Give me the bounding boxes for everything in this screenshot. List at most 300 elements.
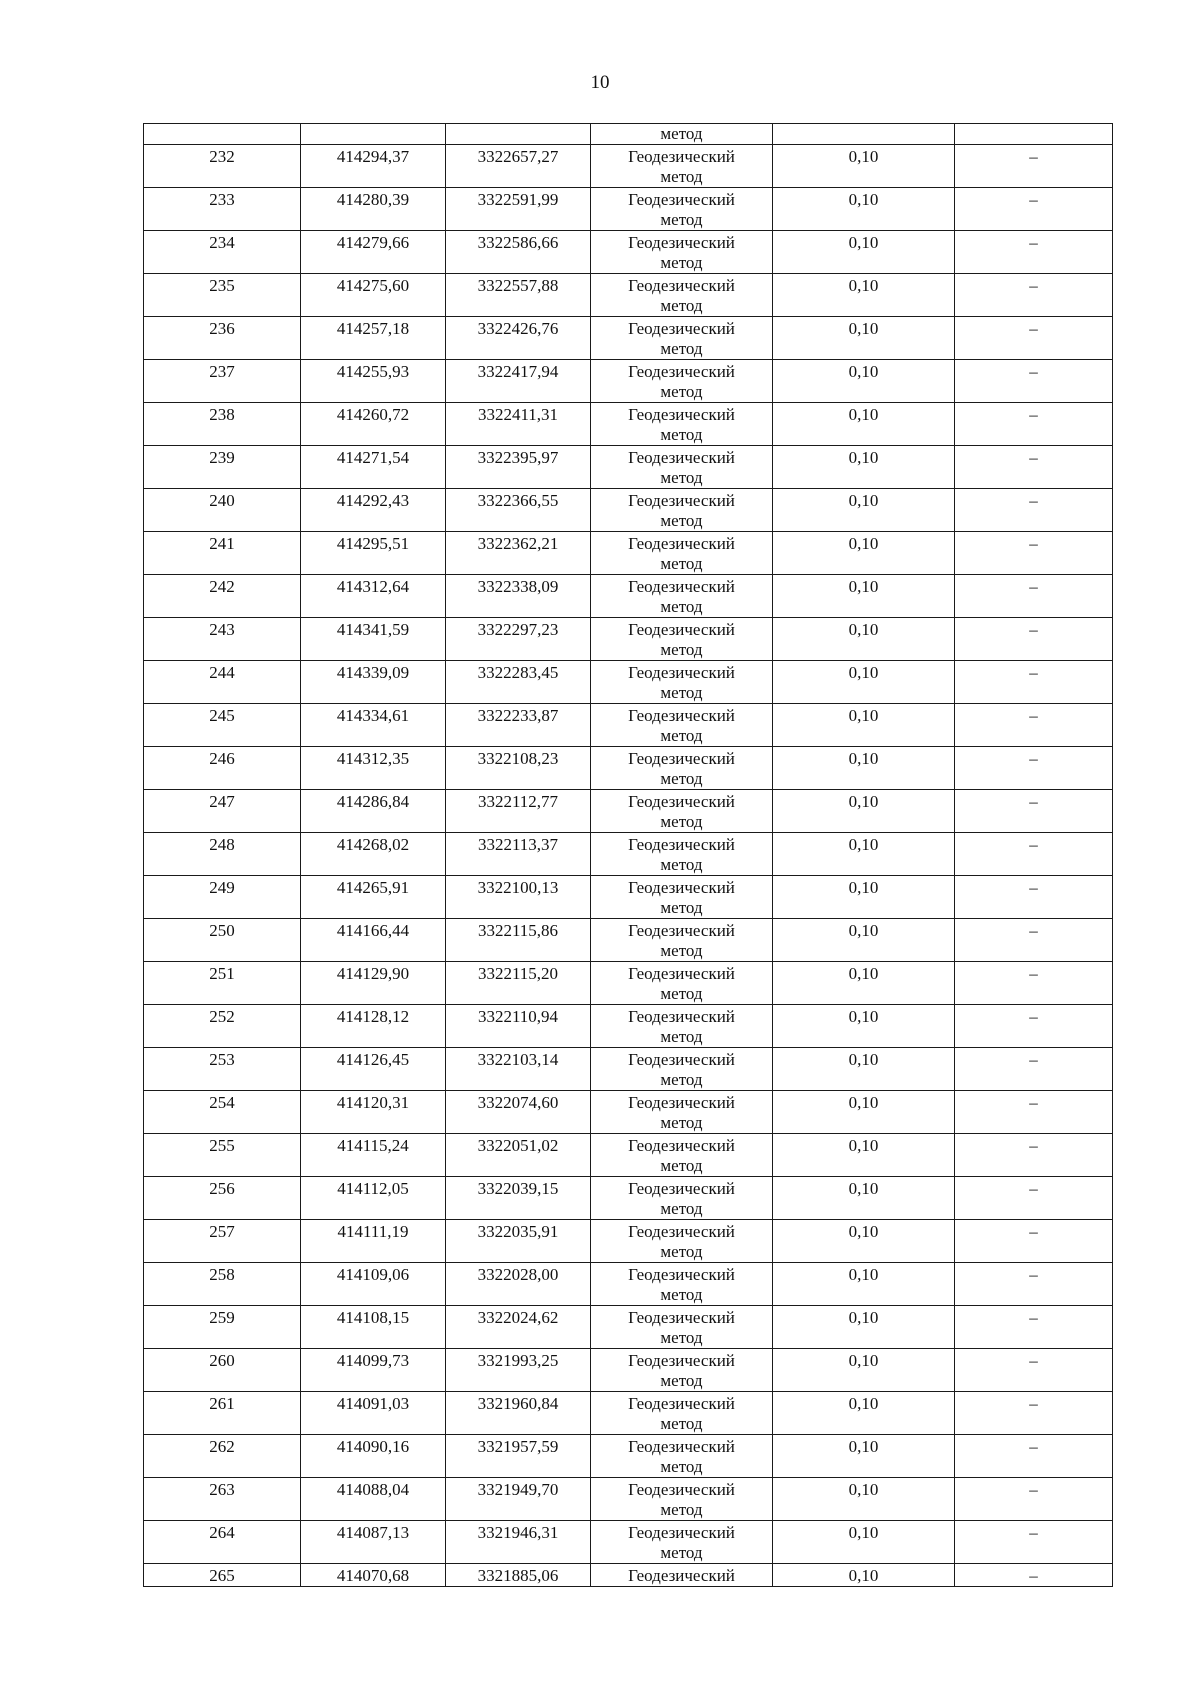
cell-x: [301, 532, 446, 575]
cell-accuracy-value: 0,10: [848, 1566, 879, 1585]
cell-y-value: 3321993,25: [477, 1351, 559, 1370]
cell-x-value: 414271,54: [336, 448, 410, 467]
cell-accuracy: [773, 1134, 955, 1177]
carryover-row: [144, 124, 1113, 145]
table-row: [144, 661, 1113, 704]
cell-point: [144, 489, 301, 532]
cell-x: [301, 1134, 446, 1177]
cell-y: [446, 145, 591, 188]
cell-method: [591, 124, 773, 145]
method-line-2: метод: [660, 726, 703, 745]
cell-y-value: 3322338,09: [477, 577, 559, 596]
cell-y: [446, 919, 591, 962]
cell-point: [144, 145, 301, 188]
method-line-1: Геодезический: [628, 1308, 735, 1327]
cell-note: [955, 274, 1113, 317]
cell-x: [301, 1177, 446, 1220]
cell-x: [301, 1005, 446, 1048]
method-line-1: Геодезический: [628, 1222, 735, 1241]
cell-accuracy-value: 0,10: [848, 448, 879, 467]
cell-x-value: 414275,60: [336, 276, 410, 295]
cell-accuracy: [773, 317, 955, 360]
note-value: –: [1029, 749, 1038, 768]
note-value: –: [1029, 1480, 1038, 1499]
cell-point: [144, 575, 301, 618]
cell-point: [144, 1048, 301, 1091]
method-line-1: Геодезический: [628, 1265, 735, 1284]
cell-method: [591, 1134, 773, 1177]
cell-point: [144, 747, 301, 790]
method-line-2: метод: [660, 1113, 703, 1132]
cell-x: [301, 790, 446, 833]
cell-accuracy-value: 0,10: [848, 362, 879, 381]
cell-point-value: 258: [209, 1265, 235, 1284]
cell-accuracy: [773, 1435, 955, 1478]
cell-accuracy: [773, 1005, 955, 1048]
cell-note: [955, 360, 1113, 403]
cell-accuracy: [773, 1392, 955, 1435]
method-line-2: метод: [660, 1156, 703, 1175]
method-line-2: метод: [660, 1500, 703, 1519]
cell-method: [591, 1349, 773, 1392]
note-value: –: [1029, 1566, 1038, 1585]
note-value: –: [1029, 276, 1038, 295]
cell-y-value: 3322417,94: [477, 362, 559, 381]
method-line-2: метод: [660, 1457, 703, 1476]
cell-y: [446, 1349, 591, 1392]
method-line-2: метод: [660, 1285, 703, 1304]
cell-y: [446, 1048, 591, 1091]
method-line-1: Геодезический: [628, 1050, 735, 1069]
cell-x: [301, 145, 446, 188]
table-row: [144, 489, 1113, 532]
cell-accuracy-value: 0,10: [848, 319, 879, 338]
cell-x: [301, 231, 446, 274]
cell-x-value: 414334,61: [336, 706, 410, 725]
cell-y: [446, 446, 591, 489]
table-row: [144, 1349, 1113, 1392]
cell-point: [144, 317, 301, 360]
cell-point-value: 249: [209, 878, 235, 897]
cell-method: [591, 403, 773, 446]
cell-note: [955, 145, 1113, 188]
cell-y: [446, 188, 591, 231]
cell-x: [301, 274, 446, 317]
cell-point: [144, 1220, 301, 1263]
method-line-1: Геодезический: [628, 534, 735, 553]
cell-method: [591, 704, 773, 747]
cell-accuracy-value: 0,10: [848, 577, 879, 596]
cell-accuracy-value: 0,10: [848, 835, 879, 854]
cell-note: [955, 1306, 1113, 1349]
cell-accuracy-value: 0,10: [848, 1136, 879, 1155]
cell-accuracy: [773, 661, 955, 704]
method-line-2: метод: [660, 769, 703, 788]
cell-y-value: 3322103,14: [477, 1050, 559, 1069]
method-line-1: Геодезический: [628, 1394, 735, 1413]
cell-x-value: 414294,37: [336, 147, 410, 166]
cell-x: [301, 833, 446, 876]
cell-y-value: 3322557,88: [477, 276, 559, 295]
cell-method: [591, 1005, 773, 1048]
cell-accuracy-value: 0,10: [848, 663, 879, 682]
cell-y-value: 3322297,23: [477, 620, 559, 639]
method-line-2: метод: [660, 124, 703, 143]
cell-y: [446, 124, 591, 145]
cell-y: [446, 1091, 591, 1134]
cell-y: [446, 1435, 591, 1478]
cell-y: [446, 575, 591, 618]
cell-x-value: 414286,84: [336, 792, 410, 811]
table-row: [144, 1564, 1113, 1587]
cell-accuracy: [773, 231, 955, 274]
cell-y-value: 3322115,20: [477, 964, 559, 983]
note-value: –: [1029, 405, 1038, 424]
method-line-2: метод: [660, 812, 703, 831]
table-row: [144, 747, 1113, 790]
cell-accuracy: [773, 446, 955, 489]
table-row: [144, 618, 1113, 661]
cell-point-value: 248: [209, 835, 235, 854]
cell-note: [955, 1435, 1113, 1478]
method-line-1: Геодезический: [628, 405, 735, 424]
cell-x-value: 414088,04: [336, 1480, 410, 1499]
method-line-2: метод: [660, 941, 703, 960]
method-line-2: метод: [660, 296, 703, 315]
cell-x: [301, 403, 446, 446]
note-value: –: [1029, 448, 1038, 467]
method-line-1: Геодезический: [628, 1007, 735, 1026]
cell-method: [591, 1220, 773, 1263]
cell-point-value: 241: [209, 534, 235, 553]
cell-y-value: 3322100,13: [477, 878, 559, 897]
cell-accuracy-value: 0,10: [848, 190, 879, 209]
cell-point-value: 242: [209, 577, 235, 596]
table-row: [144, 403, 1113, 446]
cell-method: [591, 1048, 773, 1091]
cell-note: [955, 231, 1113, 274]
cell-y-value: 3322591,99: [477, 190, 559, 209]
cell-x-value: 414091,03: [336, 1394, 410, 1413]
cell-accuracy-value: 0,10: [848, 620, 879, 639]
method-line-1: Геодезический: [628, 749, 735, 768]
cell-accuracy: [773, 1220, 955, 1263]
cell-method: [591, 919, 773, 962]
cell-accuracy-value: 0,10: [848, 1523, 879, 1542]
cell-x: [301, 1478, 446, 1521]
cell-method: [591, 1564, 773, 1587]
cell-accuracy: [773, 790, 955, 833]
cell-x-value: 414070,68: [336, 1566, 410, 1585]
cell-x-value: 414341,59: [336, 620, 410, 639]
method-line-1: Геодезический: [628, 233, 735, 252]
cell-point-value: 253: [209, 1050, 235, 1069]
table-row: [144, 1048, 1113, 1091]
cell-point: [144, 403, 301, 446]
cell-point-value: 240: [209, 491, 235, 510]
cell-point: [144, 704, 301, 747]
cell-accuracy-value: 0,10: [848, 878, 879, 897]
coordinates-table: [143, 123, 1113, 1587]
cell-x-value: 414109,06: [336, 1265, 410, 1284]
cell-accuracy: [773, 1177, 955, 1220]
cell-point: [144, 188, 301, 231]
cell-note: [955, 661, 1113, 704]
cell-accuracy: [773, 274, 955, 317]
cell-point: [144, 833, 301, 876]
cell-point-value: 255: [209, 1136, 235, 1155]
note-value: –: [1029, 878, 1038, 897]
cell-x-value: 414166,44: [336, 921, 410, 940]
cell-point: [144, 1091, 301, 1134]
cell-point: [144, 1263, 301, 1306]
cell-y: [446, 1392, 591, 1435]
table-row: [144, 1392, 1113, 1435]
cell-note: [955, 1521, 1113, 1564]
cell-point-value: 250: [209, 921, 235, 940]
cell-y: [446, 231, 591, 274]
cell-y-value: 3322657,27: [477, 147, 559, 166]
cell-point-value: 254: [209, 1093, 235, 1112]
method-line-2: метод: [660, 339, 703, 358]
cell-y: [446, 1177, 591, 1220]
method-line-2: метод: [660, 210, 703, 229]
table-row: [144, 188, 1113, 231]
method-line-1: Геодезический: [628, 448, 735, 467]
cell-point: [144, 1134, 301, 1177]
cell-accuracy: [773, 618, 955, 661]
cell-point-value: 233: [209, 190, 235, 209]
cell-accuracy-value: 0,10: [848, 1093, 879, 1112]
method-line-1: Геодезический: [628, 491, 735, 510]
cell-point-value: 265: [209, 1566, 235, 1585]
cell-note: [955, 1091, 1113, 1134]
cell-note: [955, 188, 1113, 231]
cell-method: [591, 489, 773, 532]
cell-x-value: 414087,13: [336, 1523, 410, 1542]
cell-method: [591, 1306, 773, 1349]
cell-method: [591, 747, 773, 790]
cell-method: [591, 1392, 773, 1435]
method-line-2: метод: [660, 1328, 703, 1347]
cell-accuracy: [773, 575, 955, 618]
cell-note: [955, 532, 1113, 575]
method-line-2: метод: [660, 511, 703, 530]
cell-method: [591, 1263, 773, 1306]
cell-method: [591, 360, 773, 403]
cell-x: [301, 962, 446, 1005]
cell-point-value: 256: [209, 1179, 235, 1198]
cell-accuracy-value: 0,10: [848, 1351, 879, 1370]
cell-method: [591, 446, 773, 489]
cell-y: [446, 833, 591, 876]
cell-note: [955, 704, 1113, 747]
cell-accuracy-value: 0,10: [848, 1050, 879, 1069]
cell-note: [955, 446, 1113, 489]
cell-x: [301, 1564, 446, 1587]
cell-point-value: 252: [209, 1007, 235, 1026]
cell-accuracy: [773, 1349, 955, 1392]
cell-note: [955, 575, 1113, 618]
cell-x: [301, 618, 446, 661]
note-value: –: [1029, 1351, 1038, 1370]
cell-y-value: 3322108,23: [477, 749, 559, 768]
cell-x-value: 414265,91: [336, 878, 410, 897]
cell-y-value: 3321949,70: [477, 1480, 559, 1499]
cell-x-value: 414128,12: [336, 1007, 410, 1026]
note-value: –: [1029, 491, 1038, 510]
cell-note: [955, 618, 1113, 661]
note-value: –: [1029, 147, 1038, 166]
cell-x-value: 414295,51: [336, 534, 410, 553]
cell-accuracy-value: 0,10: [848, 706, 879, 725]
note-value: –: [1029, 1394, 1038, 1413]
method-line-2: метод: [660, 1199, 703, 1218]
cell-y-value: 3321957,59: [477, 1437, 559, 1456]
table-row: [144, 962, 1113, 1005]
note-value: –: [1029, 706, 1038, 725]
cell-y-value: 3322233,87: [477, 706, 559, 725]
cell-point-value: 264: [209, 1523, 235, 1542]
cell-y: [446, 274, 591, 317]
cell-accuracy-value: 0,10: [848, 1480, 879, 1499]
page-number: 10: [590, 72, 610, 93]
cell-y-value: 3322074,60: [477, 1093, 559, 1112]
note-value: –: [1029, 319, 1038, 338]
cell-point: [144, 661, 301, 704]
cell-x-value: 414292,43: [336, 491, 410, 510]
method-line-1: Геодезический: [628, 1351, 735, 1370]
cell-y: [446, 661, 591, 704]
cell-accuracy: [773, 360, 955, 403]
cell-note: [955, 790, 1113, 833]
method-line-1: Геодезический: [628, 835, 735, 854]
cell-point: [144, 1392, 301, 1435]
cell-accuracy: [773, 833, 955, 876]
cell-x-value: 414268,02: [336, 835, 410, 854]
method-line-2: метод: [660, 640, 703, 659]
cell-accuracy: [773, 962, 955, 1005]
cell-accuracy-value: 0,10: [848, 1394, 879, 1413]
cell-y-value: 3322362,21: [477, 534, 559, 553]
cell-y-value: 3322113,37: [477, 835, 559, 854]
note-value: –: [1029, 620, 1038, 639]
cell-x-value: 414260,72: [336, 405, 410, 424]
method-line-1: Геодезический: [628, 964, 735, 983]
cell-x: [301, 876, 446, 919]
cell-accuracy-value: 0,10: [848, 921, 879, 940]
cell-accuracy: [773, 1263, 955, 1306]
cell-point-value: 237: [209, 362, 235, 381]
cell-y: [446, 360, 591, 403]
method-line-2: метод: [660, 1070, 703, 1089]
cell-point: [144, 1521, 301, 1564]
cell-y-value: 3322283,45: [477, 663, 559, 682]
note-value: –: [1029, 1308, 1038, 1327]
method-line-1: Геодезический: [628, 792, 735, 811]
cell-y: [446, 1478, 591, 1521]
cell-x: [301, 1521, 446, 1564]
method-line-2: метод: [660, 253, 703, 272]
cell-x-value: 414111,19: [337, 1222, 409, 1241]
cell-y-value: 3322586,66: [477, 233, 559, 252]
cell-accuracy: [773, 1521, 955, 1564]
cell-x: [301, 489, 446, 532]
method-line-2: метод: [660, 1027, 703, 1046]
cell-y: [446, 317, 591, 360]
cell-y: [446, 747, 591, 790]
table-row: [144, 532, 1113, 575]
cell-method: [591, 317, 773, 360]
cell-x: [301, 575, 446, 618]
table-row: [144, 833, 1113, 876]
cell-y-value: 3322115,86: [477, 921, 559, 940]
method-line-1: Геодезический: [628, 319, 735, 338]
cell-y-value: 3322028,00: [477, 1265, 559, 1284]
cell-x-value: 414280,39: [336, 190, 410, 209]
cell-x: [301, 1435, 446, 1478]
cell-note: [955, 1392, 1113, 1435]
method-line-2: метод: [660, 855, 703, 874]
cell-accuracy: [773, 489, 955, 532]
table-row: [144, 317, 1113, 360]
table-row: [144, 1091, 1113, 1134]
cell-point-value: 263: [209, 1480, 235, 1499]
note-value: –: [1029, 1265, 1038, 1284]
cell-point-value: 244: [209, 663, 235, 682]
table-row: [144, 1521, 1113, 1564]
cell-point: [144, 532, 301, 575]
cell-x-value: 414257,18: [336, 319, 410, 338]
cell-point-value: 257: [209, 1222, 235, 1241]
cell-note: [955, 403, 1113, 446]
cell-note: [955, 962, 1113, 1005]
cell-note: [955, 1564, 1113, 1587]
cell-point: [144, 962, 301, 1005]
method-line-1: Геодезический: [628, 1093, 735, 1112]
cell-point: [144, 360, 301, 403]
method-line-1: Геодезический: [628, 362, 735, 381]
table-row: [144, 1263, 1113, 1306]
cell-y-value: 3322112,77: [477, 792, 559, 811]
cell-x: [301, 747, 446, 790]
cell-x-value: 414312,35: [336, 749, 410, 768]
cell-x-value: 414129,90: [336, 964, 410, 983]
note-value: –: [1029, 964, 1038, 983]
cell-accuracy-value: 0,10: [848, 147, 879, 166]
cell-accuracy: [773, 124, 955, 145]
cell-method: [591, 876, 773, 919]
cell-note: [955, 1349, 1113, 1392]
method-line-1: Геодезический: [628, 620, 735, 639]
note-value: –: [1029, 1007, 1038, 1026]
cell-point: [144, 1306, 301, 1349]
cell-accuracy: [773, 1091, 955, 1134]
table-row: [144, 1306, 1113, 1349]
cell-accuracy-value: 0,10: [848, 1179, 879, 1198]
cell-method: [591, 1091, 773, 1134]
method-line-1: Геодезический: [628, 1566, 735, 1585]
cell-accuracy: [773, 1306, 955, 1349]
cell-accuracy: [773, 876, 955, 919]
cell-x-value: 414126,45: [336, 1050, 410, 1069]
note-value: –: [1029, 233, 1038, 252]
cell-y-value: 3322051,02: [477, 1136, 559, 1155]
table-row: [144, 360, 1113, 403]
cell-note: [955, 317, 1113, 360]
cell-x-value: 414279,66: [336, 233, 410, 252]
cell-y: [446, 489, 591, 532]
